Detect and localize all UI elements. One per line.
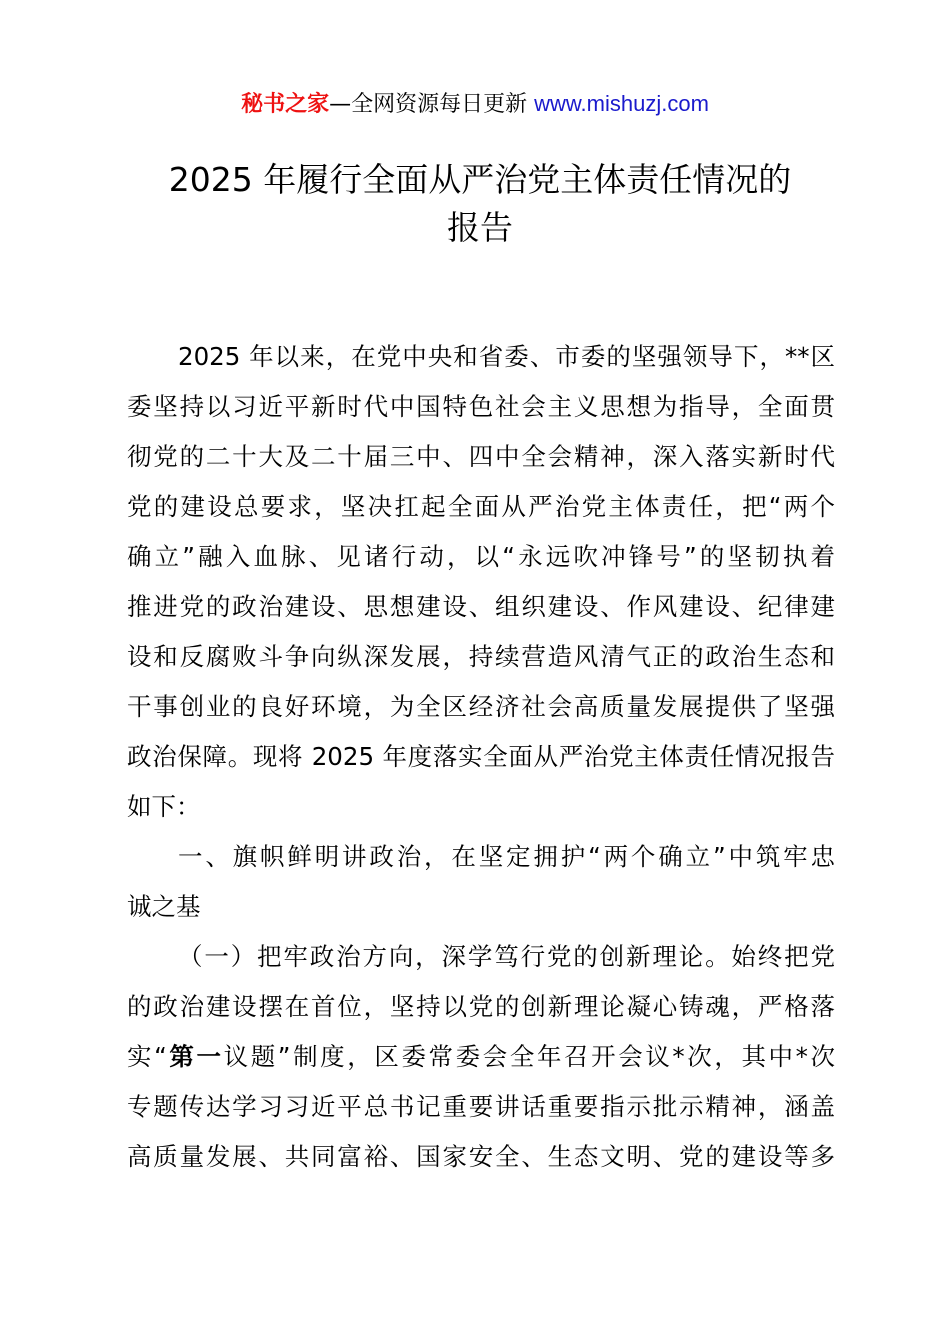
paragraph-intro-line: 干事创业的良好环境，为全区经济社会高质量发展提供了坚强 [127, 692, 835, 721]
paragraph-intro-line: 设和反腐败斗争向纵深发展，持续营造风清气正的政治生态和 [127, 642, 835, 671]
section-heading-line: 诚之基 [127, 892, 201, 921]
emphasized-text: 第一 [166, 1042, 224, 1071]
document-body [127, 332, 835, 1182]
paragraph-intro-line: 推进党的政治建设、思想建设、组织建设、作风建设、纪律建 [127, 592, 835, 621]
site-url-link[interactable]: www.mishuzj.com [534, 91, 709, 116]
paragraph-intro-line: 2025 年以来，在党中央和省委、市委的坚强领导下，**区 [178, 342, 835, 371]
paragraph-intro-line: 政治保障。现将 2025 年度落实全面从严治党主体责任情况报告 [127, 742, 835, 771]
site-banner [0, 88, 950, 121]
subsection-paragraph-line: 实“第一议题”制度，区委常委会全年召开会议*次，其中*次 [127, 1042, 835, 1071]
section-heading-line: 一、旗帜鲜明讲政治，在坚定拥护“两个确立”中筑牢忠 [178, 842, 835, 871]
banner-tagline: —全网资源每日更新 [329, 92, 528, 117]
subsection-paragraph-line: （一）把牢政治方向，深学笃行党的创新理论。始终把党 [178, 942, 835, 971]
paragraph-intro-line: 委坚持以习近平新时代中国特色社会主义思想为指导，全面贯 [127, 392, 835, 421]
paragraph-intro-line: 确立”融入血脉、见诸行动，以“永远吹冲锋号”的坚韧执着 [127, 542, 835, 571]
subsection-paragraph-line: 高质量发展、共同富裕、国家安全、生态文明、党的建设等多 [127, 1142, 835, 1171]
paragraph-intro-line: 彻党的二十大及二十届三中、四中全会精神，深入落实新时代 [127, 442, 835, 471]
brand-name: 秘书之家 [241, 92, 330, 117]
paragraph-intro-line: 党的建设总要求，坚决扛起全面从严治党主体责任，把“两个 [127, 492, 835, 521]
subsection-paragraph-line: 的政治建设摆在首位，坚持以党的创新理论凝心铸魂，严格落 [127, 992, 835, 1021]
title-line-1: 2025 年履行全面从严治党主体责任情况的 [168, 160, 792, 199]
title-line-2: 报告 [447, 208, 513, 247]
subsection-paragraph-line: 专题传达学习习近平总书记重要讲话重要指示批示精神，涵盖 [127, 1092, 835, 1121]
document-title [120, 156, 840, 252]
paragraph-intro-line: 如下： [127, 792, 201, 821]
